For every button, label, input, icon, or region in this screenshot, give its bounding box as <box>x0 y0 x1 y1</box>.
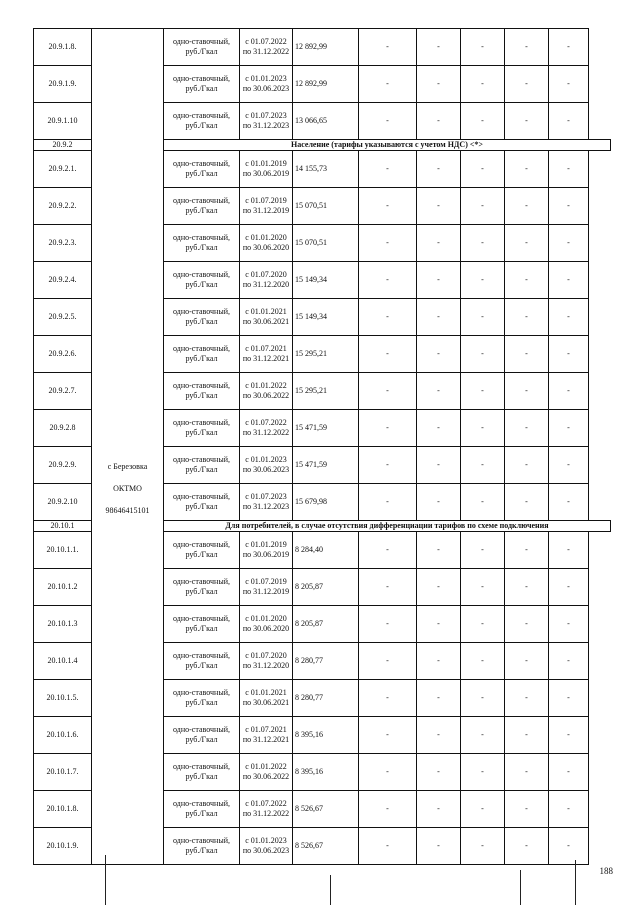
tariff-period: с 01.07.2023 по 31.12.2023 <box>240 103 293 140</box>
empty-value-dash: - <box>359 606 417 643</box>
row-number: 20.10.1.8. <box>34 791 92 828</box>
empty-value-dash: - <box>359 828 417 865</box>
tariff-value: 8 526,67 <box>293 791 359 828</box>
tariff-unit: одно-ставочный, руб./Гкал <box>164 225 240 262</box>
empty-value-dash: - <box>549 754 589 791</box>
empty-value-dash: - <box>505 373 549 410</box>
tariff-value: 8 526,67 <box>293 828 359 865</box>
tariff-unit: одно-ставочный, руб./Гкал <box>164 410 240 447</box>
empty-value-dash: - <box>417 791 461 828</box>
tariff-unit: одно-ставочный, руб./Гкал <box>164 66 240 103</box>
tariff-unit: одно-ставочный, руб./Гкал <box>164 151 240 188</box>
empty-value-dash: - <box>461 791 505 828</box>
empty-value-dash: - <box>359 643 417 680</box>
empty-value-dash: - <box>549 29 589 66</box>
row-number: 20.10.1.5. <box>34 680 92 717</box>
empty-value-dash: - <box>359 225 417 262</box>
oktmo-label: ОКТМО <box>113 484 142 493</box>
tariff-unit: одно-ставочный, руб./Гкал <box>164 680 240 717</box>
tariff-unit: одно-ставочный, руб./Гкал <box>164 717 240 754</box>
empty-value-dash: - <box>549 188 589 225</box>
empty-value-dash: - <box>417 643 461 680</box>
row-number: 20.10.1.7. <box>34 754 92 791</box>
empty-value-dash: - <box>461 188 505 225</box>
empty-value-dash: - <box>505 754 549 791</box>
empty-value-dash: - <box>359 103 417 140</box>
empty-value-dash: - <box>417 225 461 262</box>
empty-value-dash: - <box>461 299 505 336</box>
section-number: 20.10.1 <box>34 521 92 532</box>
tariff-value: 15 070,51 <box>293 225 359 262</box>
empty-value-dash: - <box>549 791 589 828</box>
empty-value-dash: - <box>359 717 417 754</box>
tariff-unit: одно-ставочный, руб./Гкал <box>164 188 240 225</box>
empty-value-dash: - <box>461 447 505 484</box>
empty-value-dash: - <box>359 680 417 717</box>
empty-value-dash: - <box>505 447 549 484</box>
empty-value-dash: - <box>359 532 417 569</box>
empty-value-dash: - <box>417 532 461 569</box>
empty-value-dash: - <box>359 791 417 828</box>
tariff-value: 15 149,34 <box>293 299 359 336</box>
row-number: 20.10.1.3 <box>34 606 92 643</box>
tariff-period: с 01.01.2020 по 30.06.2020 <box>240 606 293 643</box>
tariff-value: 8 205,87 <box>293 606 359 643</box>
tariff-period: с 01.07.2020 по 31.12.2020 <box>240 643 293 680</box>
tariff-unit: одно-ставочный, руб./Гкал <box>164 373 240 410</box>
empty-value-dash: - <box>461 828 505 865</box>
tariff-value: 12 892,99 <box>293 29 359 66</box>
empty-value-dash: - <box>505 680 549 717</box>
tariff-unit: одно-ставочный, руб./Гкал <box>164 643 240 680</box>
tariff-unit: одно-ставочный, руб./Гкал <box>164 828 240 865</box>
empty-value-dash: - <box>505 643 549 680</box>
empty-value-dash: - <box>461 484 505 521</box>
empty-value-dash: - <box>505 410 549 447</box>
tariff-value: 8 280,77 <box>293 680 359 717</box>
tariff-period: с 01.07.2022 по 31.12.2022 <box>240 791 293 828</box>
empty-value-dash: - <box>505 151 549 188</box>
scan-artifact-line <box>520 870 521 905</box>
tariff-unit: одно-ставочный, руб./Гкал <box>164 606 240 643</box>
empty-value-dash: - <box>505 188 549 225</box>
empty-value-dash: - <box>417 336 461 373</box>
empty-value-dash: - <box>505 299 549 336</box>
empty-value-dash: - <box>505 791 549 828</box>
empty-value-dash: - <box>359 754 417 791</box>
empty-value-dash: - <box>549 410 589 447</box>
empty-value-dash: - <box>549 225 589 262</box>
tariff-unit: одно-ставочный, руб./Гкал <box>164 791 240 828</box>
scan-artifact-line <box>105 855 106 905</box>
empty-value-dash: - <box>461 717 505 754</box>
tariff-period: с 01.01.2022 по 30.06.2022 <box>240 754 293 791</box>
tariff-unit: одно-ставочный, руб./Гкал <box>164 569 240 606</box>
empty-value-dash: - <box>549 606 589 643</box>
tariff-value: 15 070,51 <box>293 188 359 225</box>
oktmo-code: 98646415101 <box>105 506 150 515</box>
empty-value-dash: - <box>549 373 589 410</box>
tariff-value: 15 295,21 <box>293 336 359 373</box>
tariff-period: с 01.07.2019 по 31.12.2019 <box>240 569 293 606</box>
empty-value-dash: - <box>417 606 461 643</box>
tariff-period: с 01.07.2019 по 31.12.2019 <box>240 188 293 225</box>
empty-value-dash: - <box>359 262 417 299</box>
tariff-period: с 01.07.2022 по 31.12.2022 <box>240 29 293 66</box>
row-number: 20.9.2.3. <box>34 225 92 262</box>
empty-value-dash: - <box>417 447 461 484</box>
location-cell <box>92 29 164 865</box>
empty-value-dash: - <box>549 66 589 103</box>
empty-value-dash: - <box>505 262 549 299</box>
empty-value-dash: - <box>505 717 549 754</box>
empty-value-dash: - <box>505 606 549 643</box>
section-title: Для потребителей, в случае отсутствия дифференциации тарифов по схеме подключения <box>164 521 611 532</box>
empty-value-dash: - <box>549 717 589 754</box>
empty-value-dash: - <box>549 643 589 680</box>
empty-value-dash: - <box>417 373 461 410</box>
empty-value-dash: - <box>359 66 417 103</box>
empty-value-dash: - <box>417 29 461 66</box>
tariff-value: 15 471,59 <box>293 410 359 447</box>
tariff-period: с 01.01.2023 по 30.06.2023 <box>240 828 293 865</box>
empty-value-dash: - <box>461 336 505 373</box>
table-row <box>34 29 611 66</box>
row-number: 20.9.2.2. <box>34 188 92 225</box>
empty-value-dash: - <box>461 103 505 140</box>
row-number: 20.10.1.6. <box>34 717 92 754</box>
tariff-unit: одно-ставочный, руб./Гкал <box>164 262 240 299</box>
tariff-period: с 01.07.2020 по 31.12.2020 <box>240 262 293 299</box>
empty-value-dash: - <box>549 299 589 336</box>
tariff-value: 14 155,73 <box>293 151 359 188</box>
empty-value-dash: - <box>359 299 417 336</box>
empty-value-dash: - <box>461 569 505 606</box>
tariff-period: с 01.01.2019 по 30.06.2019 <box>240 151 293 188</box>
tariff-value: 15 149,34 <box>293 262 359 299</box>
empty-value-dash: - <box>417 680 461 717</box>
empty-value-dash: - <box>417 188 461 225</box>
tariff-value: 12 892,99 <box>293 66 359 103</box>
empty-value-dash: - <box>359 410 417 447</box>
row-number: 20.9.2.8 <box>34 410 92 447</box>
empty-value-dash: - <box>461 754 505 791</box>
tariff-value: 8 280,77 <box>293 643 359 680</box>
tariff-unit: одно-ставочный, руб./Гкал <box>164 532 240 569</box>
tariff-table-body <box>34 29 611 865</box>
tariff-period: с 01.01.2021 по 30.06.2021 <box>240 680 293 717</box>
tariff-value: 13 066,65 <box>293 103 359 140</box>
empty-value-dash: - <box>549 336 589 373</box>
empty-value-dash: - <box>461 410 505 447</box>
empty-value-dash: - <box>417 754 461 791</box>
empty-value-dash: - <box>549 828 589 865</box>
empty-value-dash: - <box>461 373 505 410</box>
tariff-unit: одно-ставочный, руб./Гкал <box>164 484 240 521</box>
empty-value-dash: - <box>505 225 549 262</box>
row-number: 20.9.1.10 <box>34 103 92 140</box>
tariff-unit: одно-ставочный, руб./Гкал <box>164 754 240 791</box>
empty-value-dash: - <box>505 336 549 373</box>
empty-value-dash: - <box>359 373 417 410</box>
tariff-period: с 01.01.2023 по 30.06.2023 <box>240 447 293 484</box>
tariff-value: 8 395,16 <box>293 754 359 791</box>
row-number: 20.9.2.7. <box>34 373 92 410</box>
empty-value-dash: - <box>417 103 461 140</box>
empty-value-dash: - <box>359 484 417 521</box>
row-number: 20.10.1.2 <box>34 569 92 606</box>
row-number: 20.9.2.5. <box>34 299 92 336</box>
tariff-period: с 01.07.2021 по 31.12.2021 <box>240 336 293 373</box>
empty-value-dash: - <box>417 828 461 865</box>
empty-value-dash: - <box>461 680 505 717</box>
empty-value-dash: - <box>417 151 461 188</box>
empty-value-dash: - <box>505 29 549 66</box>
tariff-period: с 01.01.2020 по 30.06.2020 <box>240 225 293 262</box>
empty-value-dash: - <box>505 484 549 521</box>
empty-value-dash: - <box>461 225 505 262</box>
empty-value-dash: - <box>549 484 589 521</box>
row-number: 20.9.2.1. <box>34 151 92 188</box>
empty-value-dash: - <box>549 103 589 140</box>
empty-value-dash: - <box>461 606 505 643</box>
empty-value-dash: - <box>359 336 417 373</box>
tariff-unit: одно-ставочный, руб./Гкал <box>164 103 240 140</box>
empty-value-dash: - <box>505 828 549 865</box>
section-number: 20.9.2 <box>34 140 92 151</box>
tariff-value: 15 471,59 <box>293 447 359 484</box>
tariff-period: с 01.01.2019 по 30.06.2019 <box>240 532 293 569</box>
empty-value-dash: - <box>461 151 505 188</box>
empty-value-dash: - <box>359 188 417 225</box>
empty-value-dash: - <box>461 29 505 66</box>
scan-artifact-line <box>575 860 576 905</box>
row-number: 20.10.1.1. <box>34 532 92 569</box>
tariff-period: с 01.01.2021 по 30.06.2021 <box>240 299 293 336</box>
tariff-unit: одно-ставочный, руб./Гкал <box>164 447 240 484</box>
tariff-value: 15 295,21 <box>293 373 359 410</box>
empty-value-dash: - <box>505 532 549 569</box>
empty-value-dash: - <box>461 262 505 299</box>
row-number: 20.9.1.9. <box>34 66 92 103</box>
empty-value-dash: - <box>505 103 549 140</box>
tariff-value: 8 205,87 <box>293 569 359 606</box>
tariff-unit: одно-ставочный, руб./Гкал <box>164 336 240 373</box>
empty-value-dash: - <box>359 569 417 606</box>
tariff-period: с 01.07.2023 по 31.12.2023 <box>240 484 293 521</box>
tariff-value: 8 284,40 <box>293 532 359 569</box>
empty-value-dash: - <box>461 66 505 103</box>
empty-value-dash: - <box>417 66 461 103</box>
row-number: 20.10.1.4 <box>34 643 92 680</box>
empty-value-dash: - <box>549 532 589 569</box>
empty-value-dash: - <box>549 447 589 484</box>
row-number: 20.9.2.4. <box>34 262 92 299</box>
scan-artifact-line <box>330 875 331 905</box>
empty-value-dash: - <box>549 680 589 717</box>
empty-value-dash: - <box>359 447 417 484</box>
page-number: 188 <box>599 866 613 876</box>
empty-value-dash: - <box>461 532 505 569</box>
empty-value-dash: - <box>549 151 589 188</box>
tariff-table <box>33 28 611 865</box>
tariff-unit: одно-ставочный, руб./Гкал <box>164 29 240 66</box>
empty-value-dash: - <box>417 569 461 606</box>
empty-value-dash: - <box>417 717 461 754</box>
empty-value-dash: - <box>505 66 549 103</box>
row-number: 20.9.2.10 <box>34 484 92 521</box>
tariff-period: с 01.01.2023 по 30.06.2023 <box>240 66 293 103</box>
settlement-name: с Березовка <box>107 462 148 471</box>
row-number: 20.9.1.8. <box>34 29 92 66</box>
tariff-value: 15 679,98 <box>293 484 359 521</box>
empty-value-dash: - <box>417 410 461 447</box>
tariff-period: с 01.01.2022 по 30.06.2022 <box>240 373 293 410</box>
empty-value-dash: - <box>549 569 589 606</box>
empty-value-dash: - <box>549 262 589 299</box>
empty-value-dash: - <box>359 29 417 66</box>
empty-value-dash: - <box>417 299 461 336</box>
tariff-period: с 01.07.2022 по 31.12.2022 <box>240 410 293 447</box>
empty-value-dash: - <box>417 262 461 299</box>
empty-value-dash: - <box>417 484 461 521</box>
tariff-unit: одно-ставочный, руб./Гкал <box>164 299 240 336</box>
tariff-period: с 01.07.2021 по 31.12.2021 <box>240 717 293 754</box>
row-number: 20.10.1.9. <box>34 828 92 865</box>
empty-value-dash: - <box>461 643 505 680</box>
row-number: 20.9.2.6. <box>34 336 92 373</box>
section-title: Население (тарифы указываются с учетом НДС) <*> <box>164 140 611 151</box>
empty-value-dash: - <box>359 151 417 188</box>
empty-value-dash: - <box>505 569 549 606</box>
row-number: 20.9.2.9. <box>34 447 92 484</box>
tariff-value: 8 395,16 <box>293 717 359 754</box>
